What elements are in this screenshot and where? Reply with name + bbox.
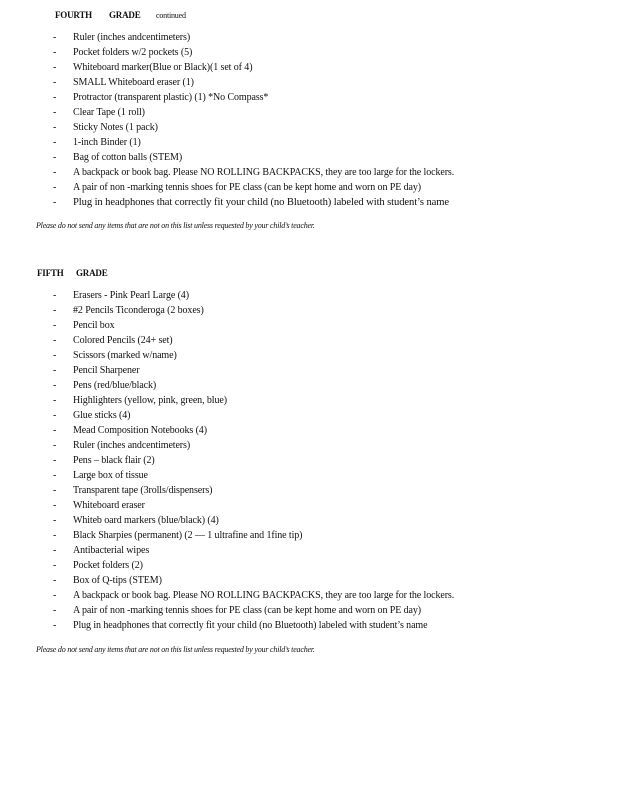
fourth-grade-heading (55, 10, 186, 20)
fourth-grade-note: Please do not send any items that are not on this list unless requested by your child’s teacher. (36, 221, 315, 230)
bullet-dash: - (53, 137, 57, 148)
bullet-dash: - (53, 47, 57, 58)
bullet-dash: - (53, 395, 57, 406)
list-item-text: Plug in headphones that correctly fit your child (no Bluetooth) labeled with student’s name (73, 197, 450, 208)
list-item-text: Large box of tissue (73, 470, 148, 481)
list-item-text: Glue sticks (4) (73, 410, 131, 421)
list-item-text: Pencil Sharpener (73, 365, 140, 376)
fourth-heading-word-3: continued (156, 11, 186, 20)
list-item-text: Scissors (marked w/name) (73, 350, 177, 361)
bullet-dash: - (53, 92, 57, 103)
fourth-heading-word-1: FOURTH (55, 10, 92, 20)
bullet-dash: - (53, 305, 57, 316)
bullet-dash: - (53, 455, 57, 466)
bullet-dash: - (53, 77, 57, 88)
bullet-dash: - (53, 182, 57, 193)
list-item-text: Protractor (transparent plastic) (1) *No Compass* (73, 92, 269, 103)
bullet-dash: - (53, 152, 57, 163)
bullet-dash: - (53, 545, 57, 556)
bullet-dash: - (53, 380, 57, 391)
bullet-dash: - (53, 197, 57, 208)
list-item-text: Whiteboard eraser (73, 500, 145, 511)
list-item-text: Bag of cotton balls (STEM) (73, 152, 183, 163)
bullet-dash: - (53, 575, 57, 586)
bullet-dash: - (53, 122, 57, 133)
list-item-text: Erasers - Pink Pearl Large (4) (73, 290, 189, 301)
list-item-text: SMALL Whiteboard eraser (1) (73, 77, 194, 88)
bullet-dash: - (53, 620, 57, 631)
list-item-text: Whiteboard marker(Blue or Black)(1 set of 4) (73, 62, 253, 73)
list-item-text: A pair of non -marking tennis shoes for PE class (can be kept home and worn on PE day) (73, 182, 421, 193)
bullet-dash: - (53, 485, 57, 496)
bullet-dash: - (53, 590, 57, 601)
list-item-text: Highlighters (yellow, pink, green, blue) (73, 395, 227, 406)
bullet-dash: - (53, 530, 57, 541)
bullet-dash: - (53, 440, 57, 451)
list-item-text: Clear Tape (1 roll) (73, 107, 145, 118)
list-item-text: Ruler (inches andcentimeters) (73, 32, 191, 43)
list-item-text: A backpack or book bag. Please NO ROLLING BACKPACKS, they are too large for the lockers. (73, 590, 455, 601)
list-item-text: Plug in headphones that correctly fit your child (no Bluetooth) labeled with student’s name (73, 620, 428, 631)
bullet-dash: - (53, 107, 57, 118)
list-item-text: #2 Pencils Ticonderoga (2 boxes) (73, 305, 204, 316)
list-item-text: Pencil box (73, 320, 115, 331)
bullet-dash: - (53, 560, 57, 571)
bullet-dash: - (53, 470, 57, 481)
list-item-text: Black Sharpies (permanent) (2 — 1 ultrafine and 1fine tip) (73, 530, 303, 541)
list-item-text: Pens (red/blue/black) (73, 380, 157, 391)
list-item-text: Antibacterial wipes (73, 545, 150, 556)
bullet-dash: - (53, 350, 57, 361)
list-item-text: Pocket folders (2) (73, 560, 143, 571)
list-item-text: Colored Pencils (24+ set) (73, 335, 173, 346)
list-item-text: Sticky Notes (1 pack) (73, 122, 158, 133)
fifth-grade-note: Please do not send any items that are not on this list unless requested by your child’s teacher. (36, 645, 315, 654)
bullet-dash: - (53, 410, 57, 421)
bullet-dash: - (53, 290, 57, 301)
fourth-heading-word-2: GRADE (109, 10, 141, 20)
list-item-text: Pocket folders w/2 pockets (5) (73, 47, 193, 58)
list-item-text: Mead Composition Notebooks (4) (73, 425, 207, 436)
bullet-dash: - (53, 167, 57, 178)
list-item-text: Box of Q-tips (STEM) (73, 575, 162, 586)
list-item-text: Ruler (inches andcentimeters) (73, 440, 191, 451)
fifth-heading-word-2: GRADE (76, 268, 108, 278)
list-item-text: A pair of non -marking tennis shoes for PE class (can be kept home and worn on PE day) (73, 605, 421, 616)
list-item-text: Transparent tape (3rolls/dispensers) (73, 485, 213, 496)
fifth-heading-word-1: FIFTH (37, 268, 64, 278)
list-item-text: 1-inch Binder (1) (73, 137, 141, 148)
bullet-dash: - (53, 365, 57, 376)
bullet-dash: - (53, 605, 57, 616)
bullet-dash: - (53, 32, 57, 43)
bullet-dash: - (53, 320, 57, 331)
bullet-dash: - (53, 515, 57, 526)
bullet-dash: - (53, 335, 57, 346)
fifth-grade-heading (37, 268, 108, 278)
list-item-text: Whiteb oard markers (blue/black) (4) (73, 515, 219, 526)
list-item-text: Pens – black flair (2) (73, 455, 155, 466)
bullet-dash: - (53, 425, 57, 436)
bullet-dash: - (53, 62, 57, 73)
list-item-text: A backpack or book bag. Please NO ROLLING BACKPACKS, they are too large for the lockers. (73, 167, 455, 178)
bullet-dash: - (53, 500, 57, 511)
